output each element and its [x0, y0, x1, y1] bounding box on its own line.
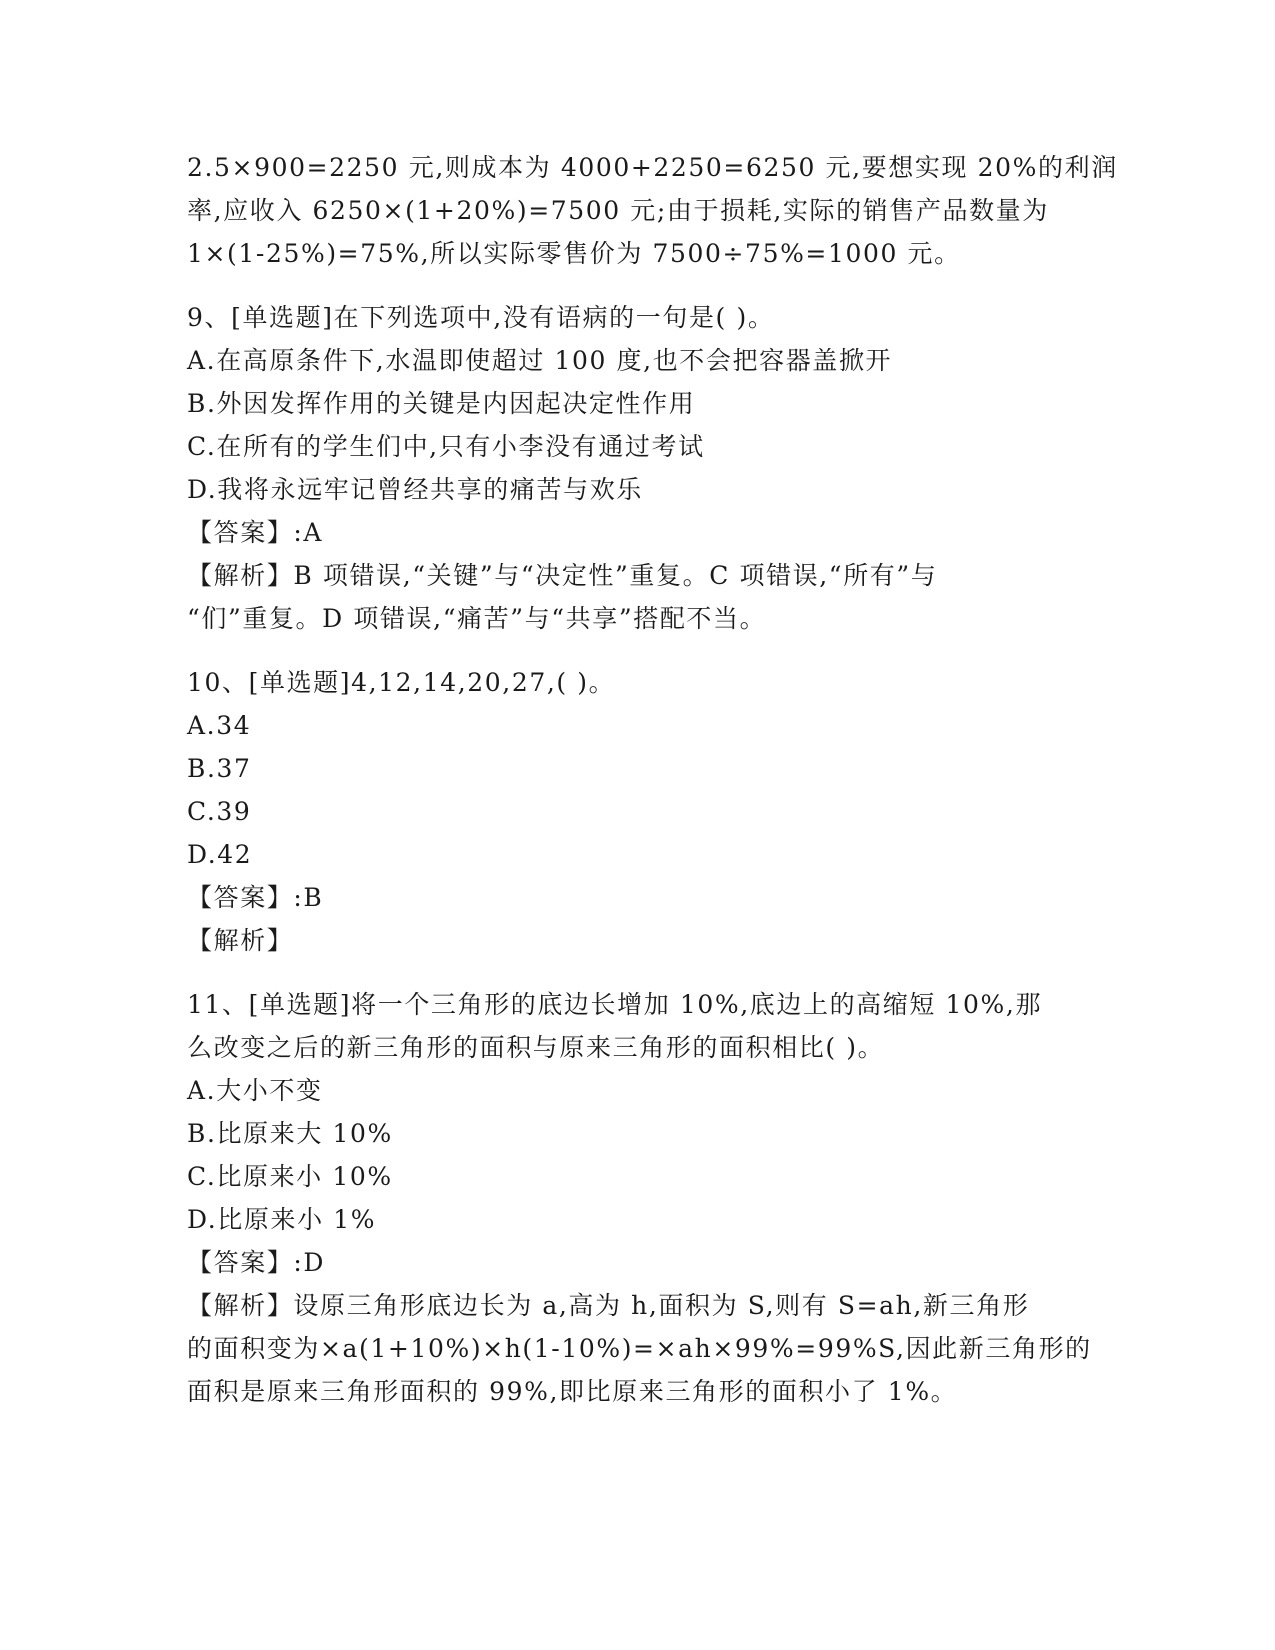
option-a: A.在高原条件下,水温即使超过 100 度,也不会把容器盖掀开 [187, 346, 893, 375]
question-stem: 10、[单选题]4,12,14,20,27,( )。 [187, 668, 616, 697]
answer-line: 【答案】:A [187, 518, 324, 547]
answer-line: 【答案】:B [187, 883, 324, 912]
analysis-line: 【解析】设原三角形底边长为 a,高为 h,面积为 S,则有 S=ah,新三角形 [187, 1291, 1030, 1320]
question-stem: 11、[单选题]将一个三角形的底边长增加 10%,底边上的高缩短 10%,那 [187, 990, 1043, 1019]
text-line: 率,应收入 6250×(1+20%)=7500 元;由于损耗,实际的销售产品数量为 [187, 196, 1049, 225]
analysis-line: 【解析】B 项错误,“关键”与“决定性”重复。C 项错误,“所有”与 [187, 561, 938, 590]
option-d: D.我将永远牢记曾经共享的痛苦与欢乐 [187, 475, 643, 504]
option-a: A.34 [187, 711, 252, 740]
option-d: D.比原来小 1% [187, 1205, 377, 1234]
text-line: 2.5×900=2250 元,则成本为 4000+2250=6250 元,要想实现 20%的利润 [187, 153, 1118, 182]
answer-line: 【答案】:D [187, 1248, 326, 1277]
question-9 [187, 296, 1087, 640]
option-d: D.42 [187, 840, 253, 869]
option-c: C.在所有的学生们中,只有小李没有通过考试 [187, 432, 705, 461]
question-stem: 9、[单选题]在下列选项中,没有语病的一句是( )。 [187, 303, 775, 332]
option-b: B.外因发挥作用的关键是内因起决定性作用 [187, 389, 696, 418]
question-11 [187, 983, 1092, 1413]
analysis-line: 的面积变为×a(1+10%)×h(1-10%)=×ah×99%=99%S,因此新三角形的 [187, 1334, 1092, 1363]
option-c: C.比原来小 10% [187, 1162, 393, 1191]
previous-analysis-continuation [187, 146, 1118, 275]
option-b: B.37 [187, 754, 252, 783]
analysis-line: 【解析】 [187, 926, 294, 955]
document-page [187, 146, 1118, 1413]
question-10 [187, 661, 1087, 962]
option-c: C.39 [187, 797, 252, 826]
option-a: A.大小不变 [187, 1076, 323, 1105]
option-b: B.比原来大 10% [187, 1119, 393, 1148]
analysis-line: “们”重复。D 项错误,“痛苦”与“共享”搭配不当。 [187, 604, 767, 633]
text-line: 1×(1-25%)=75%,所以实际零售价为 7500÷75%=1000 元。 [187, 239, 961, 268]
analysis-line: 面积是原来三角形面积的 99%,即比原来三角形的面积小了 1%。 [187, 1377, 958, 1406]
question-stem: 么改变之后的新三角形的面积与原来三角形的面积相比( )。 [187, 1033, 885, 1062]
